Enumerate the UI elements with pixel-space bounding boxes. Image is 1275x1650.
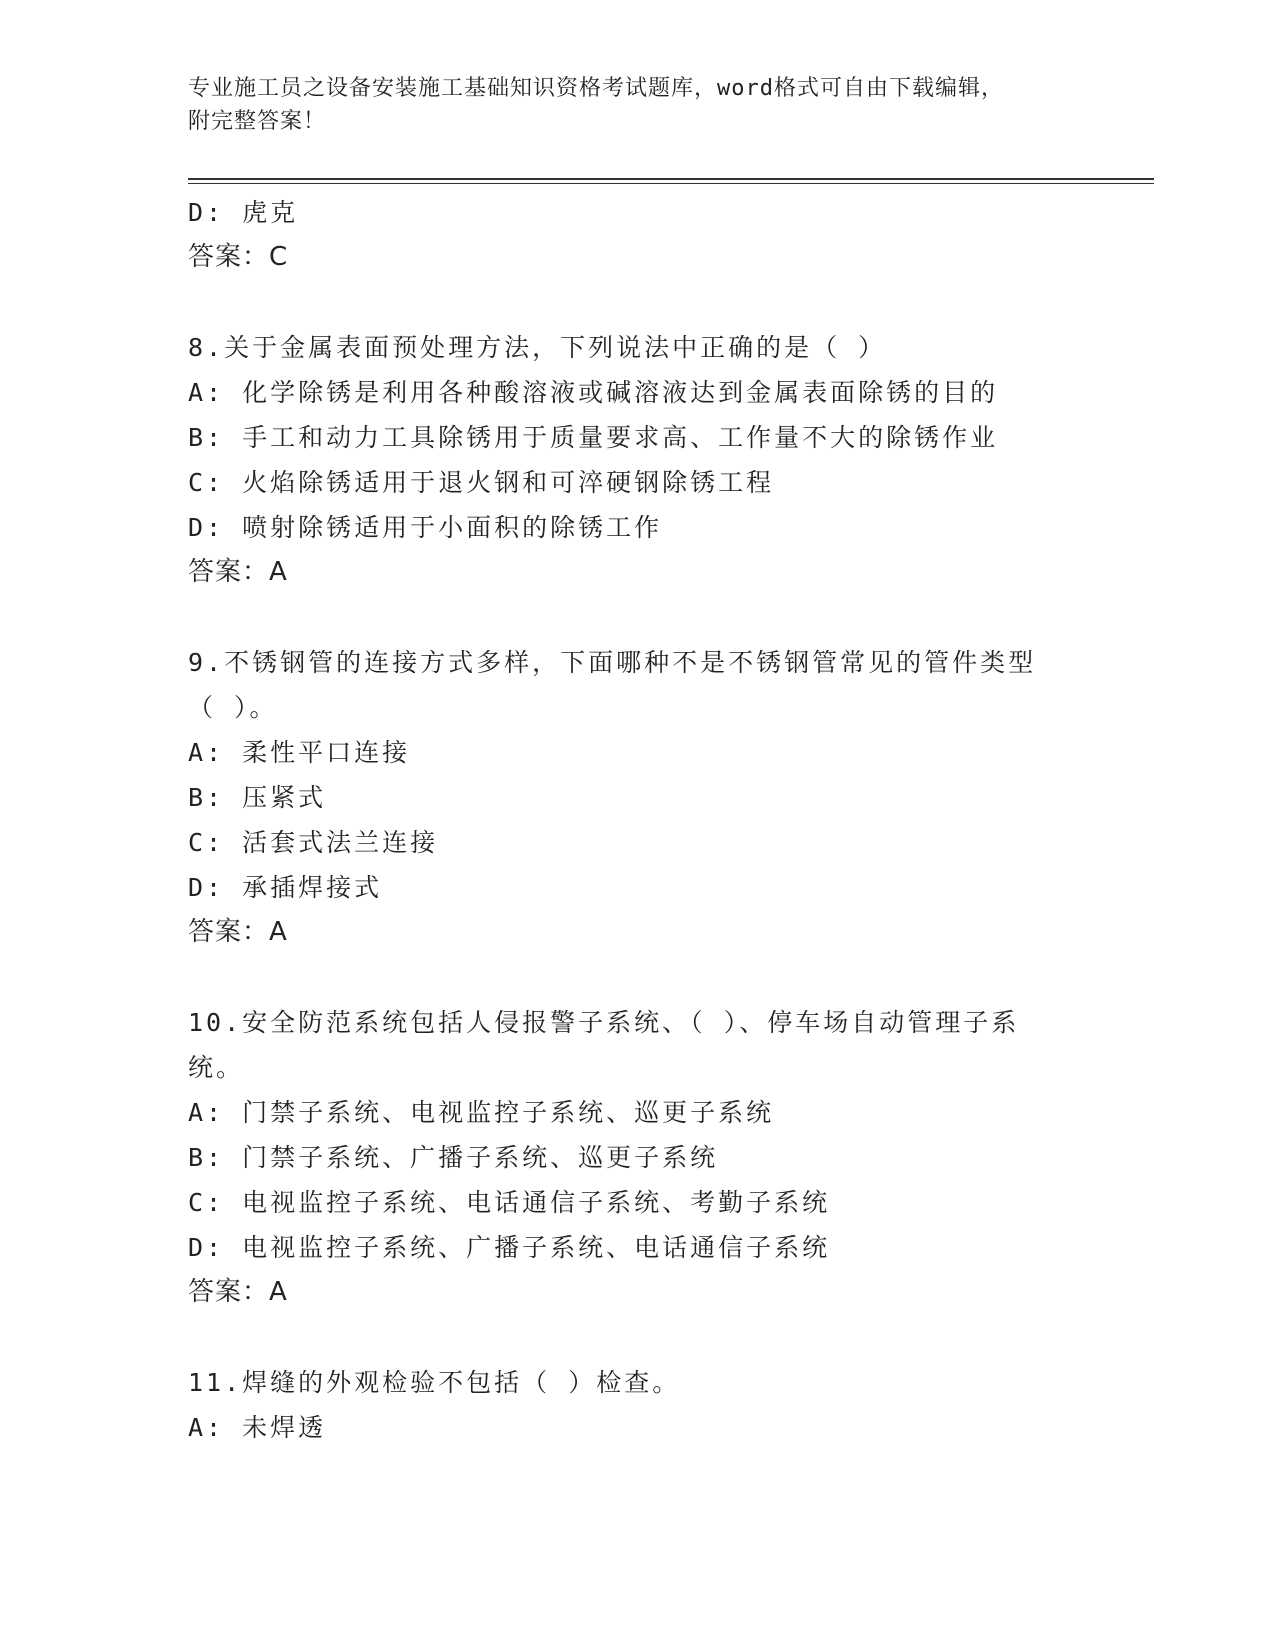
question-11 [188,1360,1088,1450]
option-a: A: 门禁子系统、电视监控子系统、巡更子系统 [188,1098,775,1127]
question-stem: 11.焊缝的外观检验不包括（ ）检查。 [188,1368,681,1397]
option-c: C: 活套式法兰连接 [188,828,439,857]
question-content [188,190,1088,1450]
question-9 [188,640,1088,955]
header-line-2: 附完整答案！ [188,109,327,134]
spacer [188,955,1088,1000]
option-a: A: 未焊透 [188,1413,327,1442]
question-stem: 9.不锈钢管的连接方式多样，下面哪种不是不锈钢管常见的管件类型 [188,648,1037,677]
header-rule-thick [188,178,1154,180]
document-header [188,72,1088,138]
spacer [188,1315,1088,1360]
question-stem-continued: （ ）。 [188,693,278,722]
option-a: A: 柔性平口连接 [188,738,411,767]
spacer [188,595,1088,640]
option-a: A: 化学除锈是利用各种酸溶液或碱溶液达到金属表面除锈的目的 [188,378,999,407]
header-rule-thin [188,183,1154,184]
option-d: D: 承插焊接式 [188,873,383,902]
spacer [188,280,1088,325]
option-b: B: 门禁子系统、广播子系统、巡更子系统 [188,1143,719,1172]
header-line-1: 专业施工员之设备安装施工基础知识资格考试题库，word格式可自由下载编辑， [188,76,1004,101]
prev-answer: 答案：C [188,242,289,272]
prev-option-d: D: 虎克 [188,198,299,227]
question-10 [188,1000,1088,1315]
question-8 [188,325,1088,595]
option-d: D: 喷射除锈适用于小面积的除锈工作 [188,513,663,542]
answer: 答案：A [188,1277,288,1307]
option-d: D: 电视监控子系统、广播子系统、电话通信子系统 [188,1233,831,1262]
option-b: B: 压紧式 [188,783,327,812]
option-b: B: 手工和动力工具除锈用于质量要求高、工作量不大的除锈作业 [188,423,999,452]
answer: 答案：A [188,557,288,587]
question-stem: 8.关于金属表面预处理方法，下列说法中正确的是（ ） [188,333,887,362]
option-c: C: 电视监控子系统、电话通信子系统、考勤子系统 [188,1188,831,1217]
answer: 答案：A [188,917,288,947]
question-stem: 10.安全防范系统包括人侵报警子系统、（ ）、停车场自动管理子系 [188,1008,1020,1037]
question-stem-continued: 统。 [188,1053,245,1082]
option-c: C: 火焰除锈适用于退火钢和可淬硬钢除锈工程 [188,468,775,497]
